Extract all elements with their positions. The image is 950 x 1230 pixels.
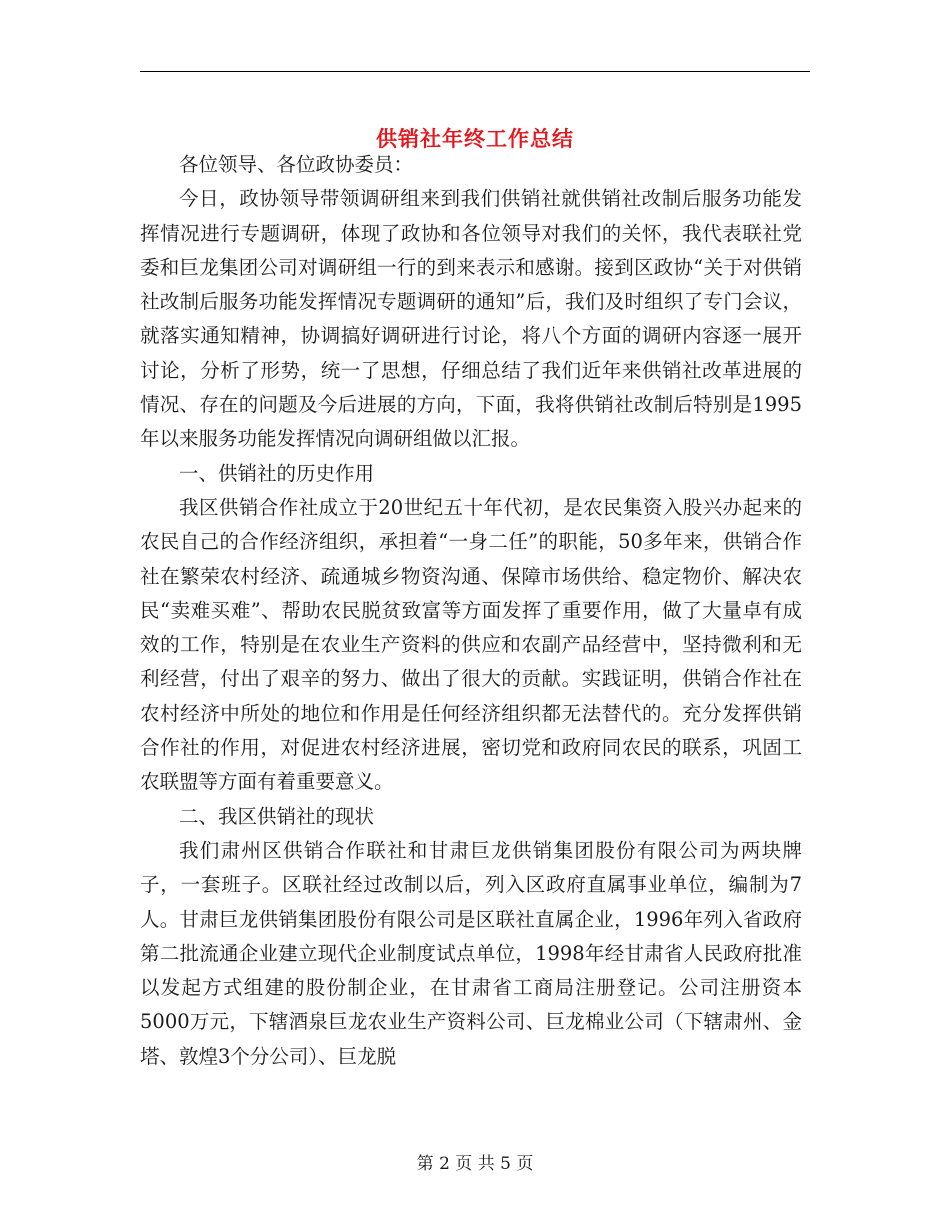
history-paragraph: 我区供销合作社成立于20世纪五十年代初，是农民集资入股兴办起来的农民自己的合作经济组织，承担着“一身二任”的职能，50多年来，供销合作社在繁荣农村经济、疏通城乡物资沟通、保障市场供给、稳定物价、解决农民“卖难买难”、帮助农民脱贫致富等方面发挥了重要作用，做了大量卓有成效的工作，特别是在农业生产资料的供应和农副产品经营中，坚持微利和无利经营，付出了艰辛的努力、做出了很大的贡献。实践证明，供销合作社在农村经济中所处的地位和作用是任何经济组织都无法替代的。充分发挥供销合作社的作用，对促进农村经济进展，密切党和政府同农民的联系，巩固工农联盟等方面有着重要意义。 (140, 495, 802, 794)
header-rule (140, 71, 810, 72)
section-heading-history: 一、供销社的历史作用 (179, 461, 375, 485)
document-title: 供销社年终工作总结 (376, 126, 574, 152)
intro-paragraph: 今日，政协领导带领调研组来到我们供销社就供销社改制后服务功能发挥情况进行专题调研，体现了政协和各位领导对我们的关怀，我代表联社党委和巨龙集团公司对调研组一行的到来表示和感谢。接到区政协“关于对供销社改制后服务功能发挥情况专题调研的通知”后，我们及时组织了专门会议，就落实通知精神，协调搞好调研进行讨论，将八个方面的调研内容逐一展开讨论，分析了形势，统一了思想，仔细总结了我们近年来供销社改革进展的情况、存在的问题及今后进展的方向，下面，我将供销社改制后特别是1995年以来服务功能发挥情况向调研组做以汇报。 (140, 187, 802, 451)
section-heading-status: 二、我区供销社的现状 (179, 804, 375, 828)
salutation-paragraph: 各位领导、各位政协委员： (179, 153, 414, 176)
page-footer: 第 2 页 共 5 页 (416, 1154, 534, 1174)
document-body (140, 148, 802, 1074)
status-paragraph: 我们肃州区供销合作联社和甘肃巨龙供销集团股份有限公司为两块牌子，一套班子。区联社经过改制以后，列入区政府直属事业单位，编制为7人。甘肃巨龙供销集团股份有限公司是区联社直属企业，1996年列入省政府第二批流通企业建立现代企业制度试点单位，1998年经甘肃省人民政府批准以发起方式组建的股份制企业，在甘肃省工商局注册登记。公司注册资本5000万元，下辖酒泉巨龙农业生产资料公司、巨龙棉业公司（下辖肃州、金塔、敦煌3个分公司）、巨龙脱 (140, 838, 802, 1068)
